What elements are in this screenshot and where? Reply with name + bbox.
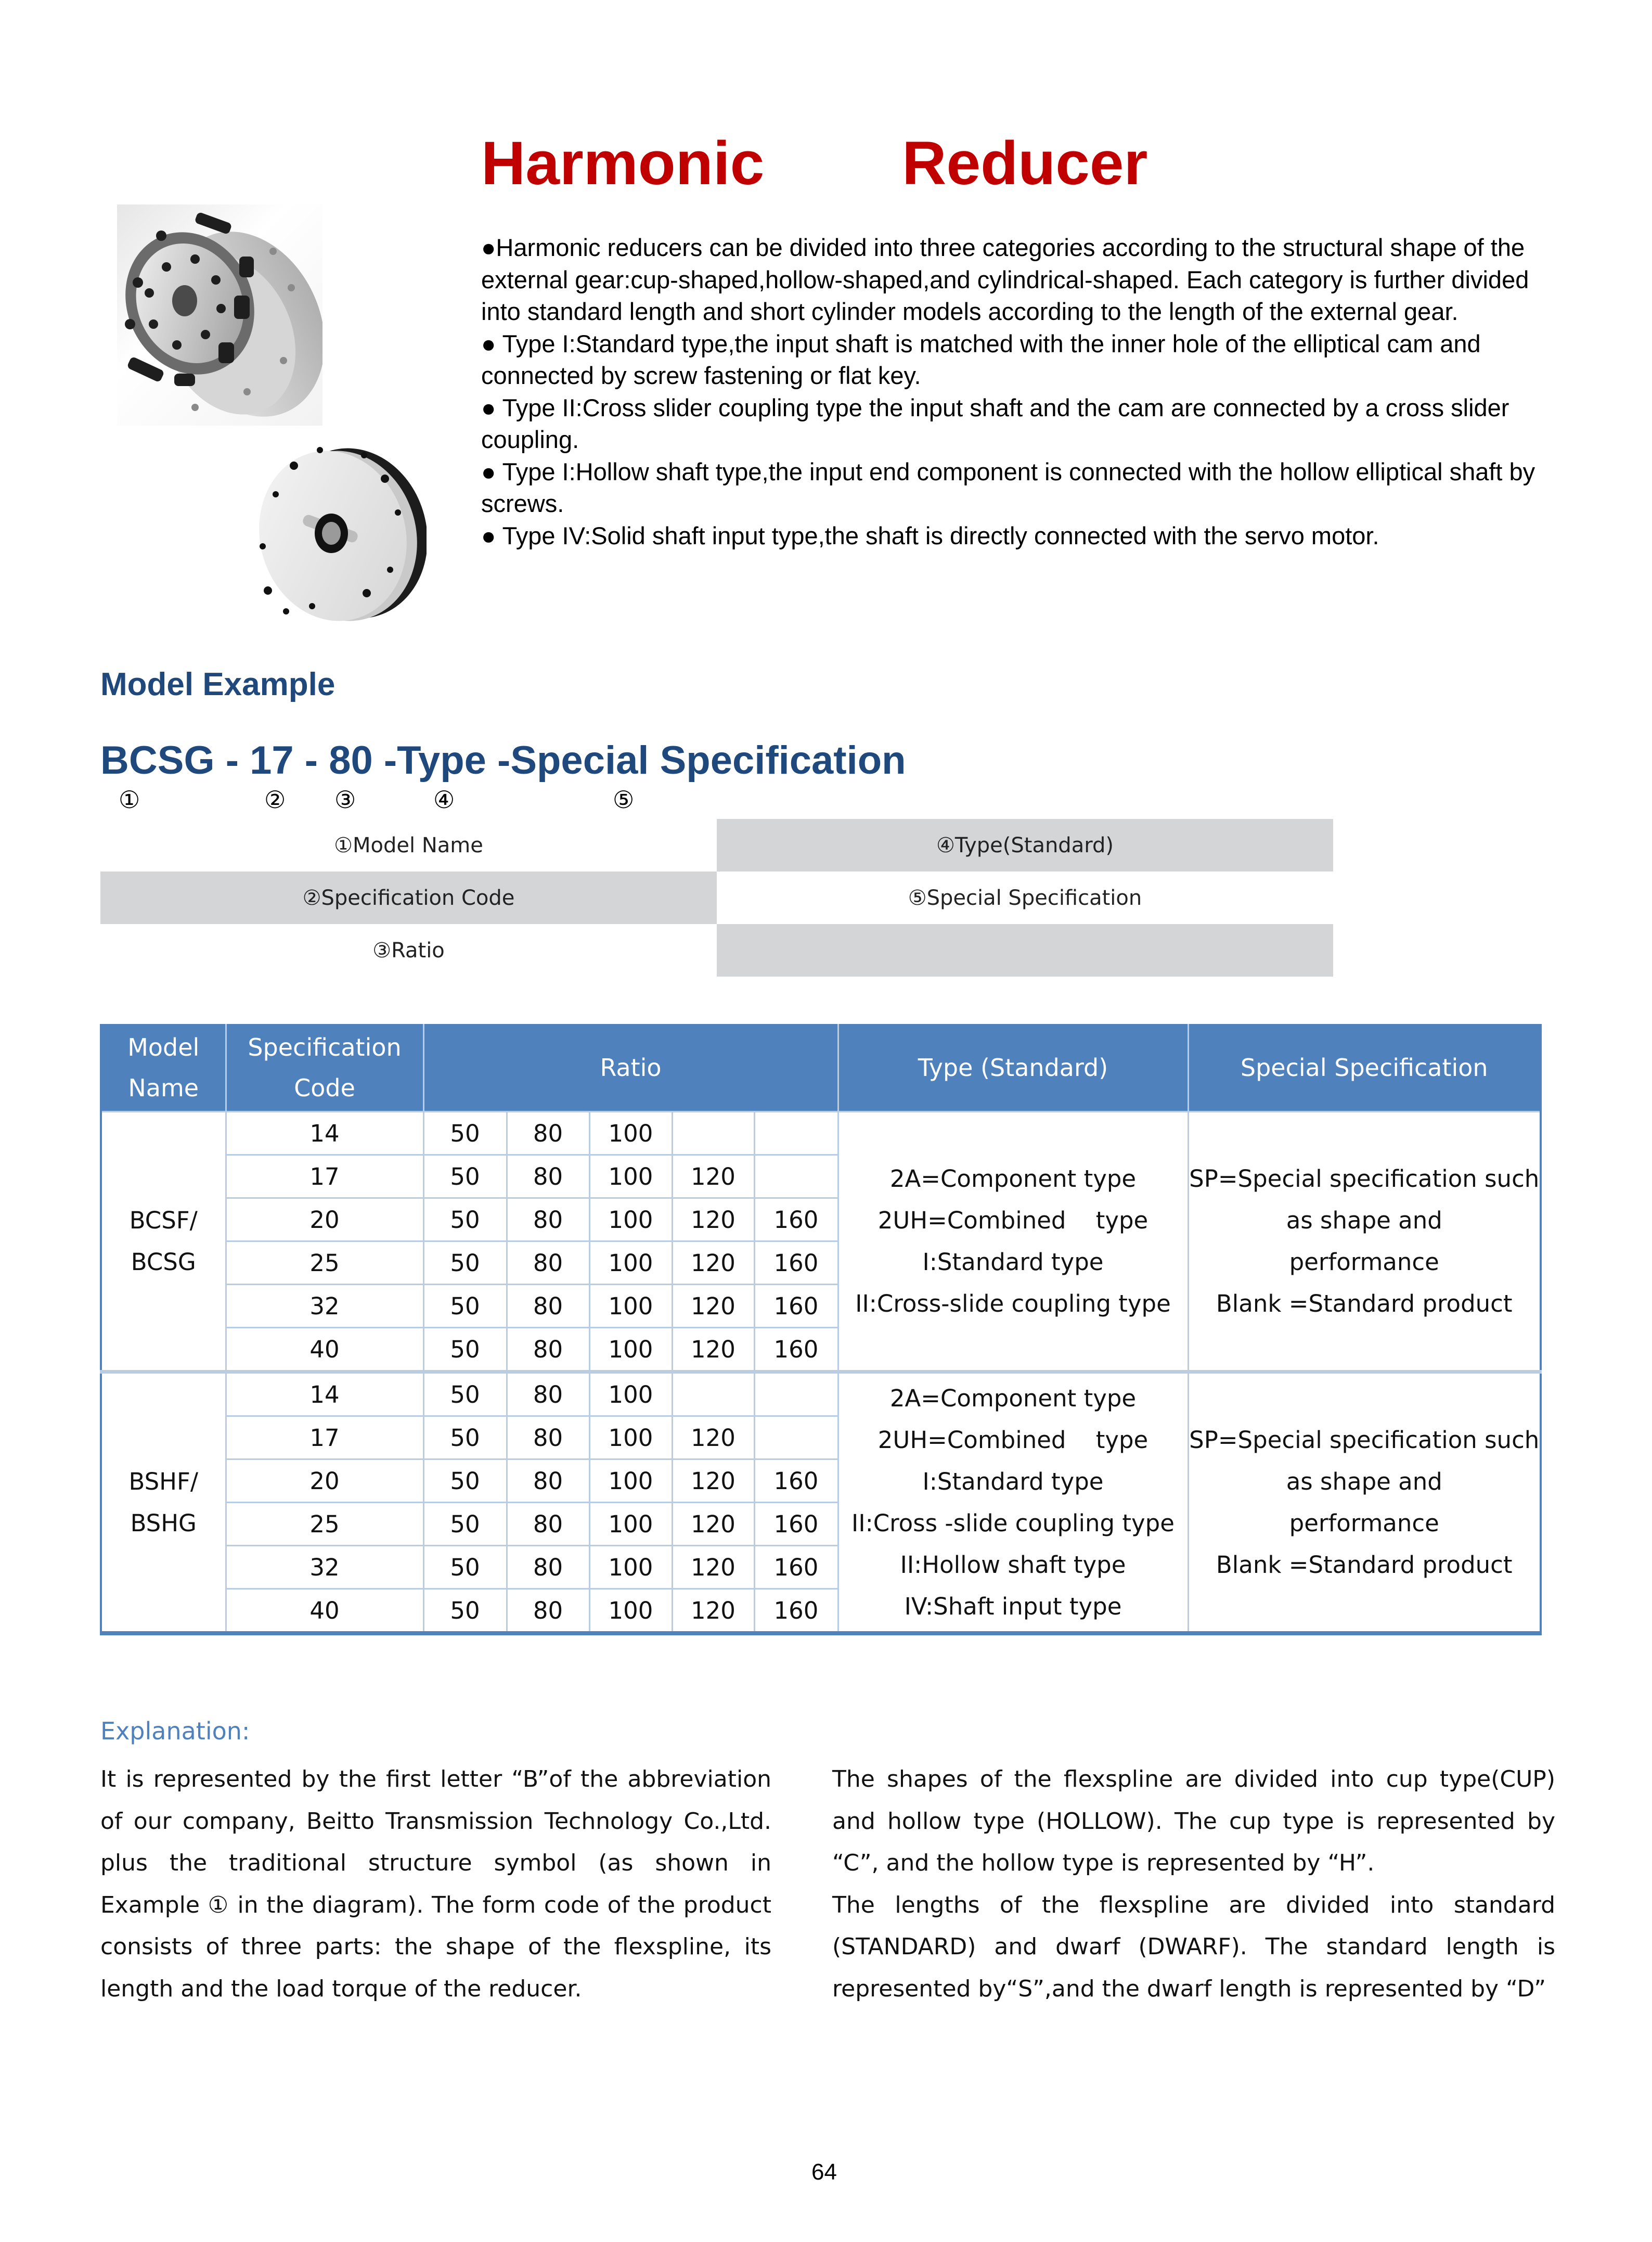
legend-row: [100, 872, 1333, 924]
spec-code-cell: 40: [226, 1328, 423, 1372]
legend-type: ④Type(Standard): [717, 819, 1333, 872]
ratio-cell: 100: [589, 1241, 672, 1285]
ratio-cell: 50: [423, 1285, 507, 1328]
ratio-cell: 50: [423, 1589, 507, 1634]
ratio-cell: 100: [589, 1112, 672, 1155]
spec-code-cell: 17: [226, 1155, 423, 1198]
type-option: II:Hollow shaft type: [900, 1551, 1126, 1579]
model-name-cell: BCSF/ BCSG: [101, 1112, 226, 1372]
ratio-cell: 50: [423, 1241, 507, 1285]
legend-row: [100, 819, 1333, 872]
title-word-2: Reducer: [902, 129, 1148, 198]
ratio-cell: [672, 1372, 754, 1416]
explanation-paragraph: The lengths of the flexspline are divided into standard (STANDARD) and dwarf (DWARF). The standard length is represented by“S”,and the dwarf length is represented by “D”: [832, 1891, 1555, 2002]
model-example-heading: Model Example: [100, 667, 335, 702]
intro-bullet-type-3: ● Type I:Hollow shaft type,the input end component is connected with the hollow elliptical shaft by screws.: [481, 457, 1535, 517]
type-options-cell: [838, 1112, 1188, 1372]
marker-1: ①: [119, 786, 140, 814]
ratio-cell: 50: [423, 1155, 507, 1198]
spec-code-cell: 32: [226, 1285, 423, 1328]
special-spec-cell: [1188, 1112, 1541, 1372]
table-body: [101, 1112, 1541, 1634]
marker-2: ②: [264, 786, 286, 814]
ratio-cell: 120: [672, 1155, 754, 1198]
intro-bullet-type-1: ● Type I:Standard type,the input shaft is matched with the inner hole of the elliptical cam and connected by screw fastening or flat key.: [481, 329, 1481, 389]
special-spec-line: as shape and: [1286, 1206, 1442, 1234]
ratio-cell: 160: [754, 1198, 838, 1241]
spec-code-cell: 25: [226, 1241, 423, 1285]
ratio-cell: 100: [589, 1155, 672, 1198]
ratio-cell: 120: [672, 1285, 754, 1328]
ratio-cell: 100: [589, 1503, 672, 1546]
ratio-cell: 80: [507, 1459, 589, 1503]
spec-code-cell: 20: [226, 1459, 423, 1503]
ratio-cell: [754, 1155, 838, 1198]
type-option: II:Cross -slide coupling type: [851, 1509, 1175, 1537]
marker-3: ③: [334, 786, 356, 814]
ratio-cell: 120: [672, 1328, 754, 1372]
ratio-cell: [754, 1112, 838, 1155]
special-spec-line: performance: [1289, 1248, 1439, 1276]
ratio-cell: 160: [754, 1503, 838, 1546]
spec-code-cell: 25: [226, 1503, 423, 1546]
ratio-cell: 100: [589, 1416, 672, 1459]
ratio-cell: 120: [672, 1503, 754, 1546]
type-options-cell: [838, 1372, 1188, 1634]
ratio-cell: 80: [507, 1155, 589, 1198]
type-option: 2UH=Combined type: [877, 1426, 1148, 1454]
spec-code-cell: 20: [226, 1198, 423, 1241]
table-row: [101, 1112, 1541, 1155]
header-type: Type (Standard): [838, 1024, 1188, 1112]
reducer-illustration-2: [247, 429, 427, 622]
special-spec-line: SP=Special specification such: [1189, 1164, 1540, 1193]
ratio-cell: 160: [754, 1589, 838, 1634]
explanation-paragraph: The shapes of the flexspline are divided into cup type(CUP) and hollow type (HOLLOW). The cup type is represented by “C”, and the hollow type is represented by “H”.: [832, 1766, 1555, 1876]
type-option: 2UH=Combined type: [877, 1206, 1148, 1234]
marker-4: ④: [433, 786, 455, 814]
ratio-cell: 50: [423, 1198, 507, 1241]
legend-row: [100, 924, 1333, 977]
spec-code-cell: 17: [226, 1416, 423, 1459]
cup-type-harmonic-reducer-photo: [117, 204, 322, 426]
explanation-heading: Explanation:: [100, 1717, 250, 1745]
type-option: 2A=Component type: [889, 1384, 1137, 1412]
ratio-cell: 120: [672, 1459, 754, 1503]
type-option: II:Cross-slide coupling type: [855, 1289, 1171, 1317]
intro-bullet-type-4: ● Type IV:Solid shaft input type,the shaft is directly connected with the servo motor.: [481, 521, 1379, 549]
ratio-cell: 120: [672, 1241, 754, 1285]
ratio-cell: 80: [507, 1372, 589, 1416]
ratio-cell: 120: [672, 1589, 754, 1634]
ratio-cell: 160: [754, 1546, 838, 1589]
title-word-1: Harmonic: [481, 129, 765, 198]
spec-code-cell: 14: [226, 1112, 423, 1155]
ratio-cell: 120: [672, 1546, 754, 1589]
type-option: I:Standard type: [922, 1248, 1104, 1276]
special-spec-line: as shape and: [1286, 1467, 1442, 1495]
ratio-cell: [672, 1112, 754, 1155]
ratio-cell: 120: [672, 1198, 754, 1241]
marker-5: ⑤: [613, 786, 635, 814]
model-code-legend: [100, 819, 1333, 977]
ratio-cell: 100: [589, 1459, 672, 1503]
header-spec-code: Specification Code: [226, 1024, 423, 1112]
ratio-cell: 50: [423, 1328, 507, 1372]
type-option: IV:Shaft input type: [904, 1592, 1122, 1620]
type-option: 2A=Component type: [889, 1164, 1137, 1193]
table-header-row: [101, 1024, 1541, 1112]
ratio-cell: 80: [507, 1589, 589, 1634]
spec-code-cell: 32: [226, 1546, 423, 1589]
page-title: [481, 130, 1147, 198]
header-ratio: Ratio: [423, 1024, 838, 1112]
ratio-cell: 100: [589, 1589, 672, 1634]
ratio-cell: 80: [507, 1328, 589, 1372]
ratio-cell: [754, 1372, 838, 1416]
ratio-cell: 100: [589, 1198, 672, 1241]
spec-code-cell: 40: [226, 1589, 423, 1634]
ratio-cell: 50: [423, 1503, 507, 1546]
ratio-cell: 100: [589, 1372, 672, 1416]
explanation-left-column: [100, 1759, 771, 2010]
special-spec-line: Blank =Standard product: [1216, 1551, 1513, 1579]
legend-empty: [717, 924, 1333, 977]
ratio-cell: 80: [507, 1546, 589, 1589]
ratio-cell: 120: [672, 1416, 754, 1459]
ratio-cell: [754, 1416, 838, 1459]
special-spec-line: SP=Special specification such: [1189, 1426, 1540, 1454]
ratio-cell: 50: [423, 1112, 507, 1155]
header-model-name: Model Name: [101, 1024, 226, 1112]
ratio-cell: 100: [589, 1546, 672, 1589]
intro-text: [481, 232, 1568, 552]
legend-special-spec: ⑤Special Specification: [908, 886, 1142, 910]
type-option: I:Standard type: [922, 1467, 1104, 1495]
model-name-cell: BSHF/ BSHG: [101, 1372, 226, 1634]
ratio-cell: 160: [754, 1328, 838, 1372]
ratio-cell: 50: [423, 1459, 507, 1503]
page-number: 64: [811, 2159, 837, 2185]
special-spec-line: Blank =Standard product: [1216, 1289, 1513, 1317]
shaft-input-harmonic-reducer-photo: [247, 429, 427, 622]
ratio-cell: 50: [423, 1546, 507, 1589]
special-spec-line: performance: [1289, 1509, 1439, 1537]
intro-paragraph: ●Harmonic reducers can be divided into three categories according to the structural shape of the external gear:cup-shaped,hollow-shaped,and cylindrical-shaped. Each category is further divided into standard length and short cylinder models according to the length of the external gear.: [481, 234, 1529, 325]
explanation-paragraph: It is represented by the first letter “B”of the abbreviation of our company, Beitto Transmission Technology Co.,Ltd. plus the traditional structure symbol (as shown in Example ① in the diagram). The form code of the product consists of three parts: the shape of the flexspline, its length and the load torque of the reducer.: [100, 1766, 771, 2002]
ratio-cell: 80: [507, 1198, 589, 1241]
ratio-cell: 80: [507, 1416, 589, 1459]
legend-spec-code: ②Specification Code: [100, 872, 717, 924]
ratio-cell: 80: [507, 1241, 589, 1285]
header-special: Special Specification: [1188, 1024, 1541, 1112]
ratio-cell: 100: [589, 1285, 672, 1328]
spec-code-cell: 14: [226, 1372, 423, 1416]
spec-table: [100, 1024, 1542, 1635]
legend-model-name: ①Model Name: [334, 833, 483, 857]
ratio-cell: 50: [423, 1416, 507, 1459]
ratio-cell: 160: [754, 1285, 838, 1328]
reducer-illustration-1: [117, 204, 322, 426]
legend-ratio: ③Ratio: [372, 938, 445, 963]
explanation-right-column: [832, 1759, 1555, 2010]
ratio-cell: 50: [423, 1372, 507, 1416]
model-code-example: BCSG - 17 - 80 -Type -Special Specification: [100, 738, 906, 783]
ratio-cell: 100: [589, 1328, 672, 1372]
ratio-cell: 80: [507, 1503, 589, 1546]
ratio-cell: 80: [507, 1285, 589, 1328]
ratio-cell: 80: [507, 1112, 589, 1155]
ratio-cell: 160: [754, 1241, 838, 1285]
table-row: [101, 1372, 1541, 1416]
intro-bullet-type-2: ● Type II:Cross slider coupling type the input shaft and the cam are connected by a cross slider coupling.: [481, 393, 1509, 453]
special-spec-cell: [1188, 1372, 1541, 1634]
ratio-cell: 160: [754, 1459, 838, 1503]
